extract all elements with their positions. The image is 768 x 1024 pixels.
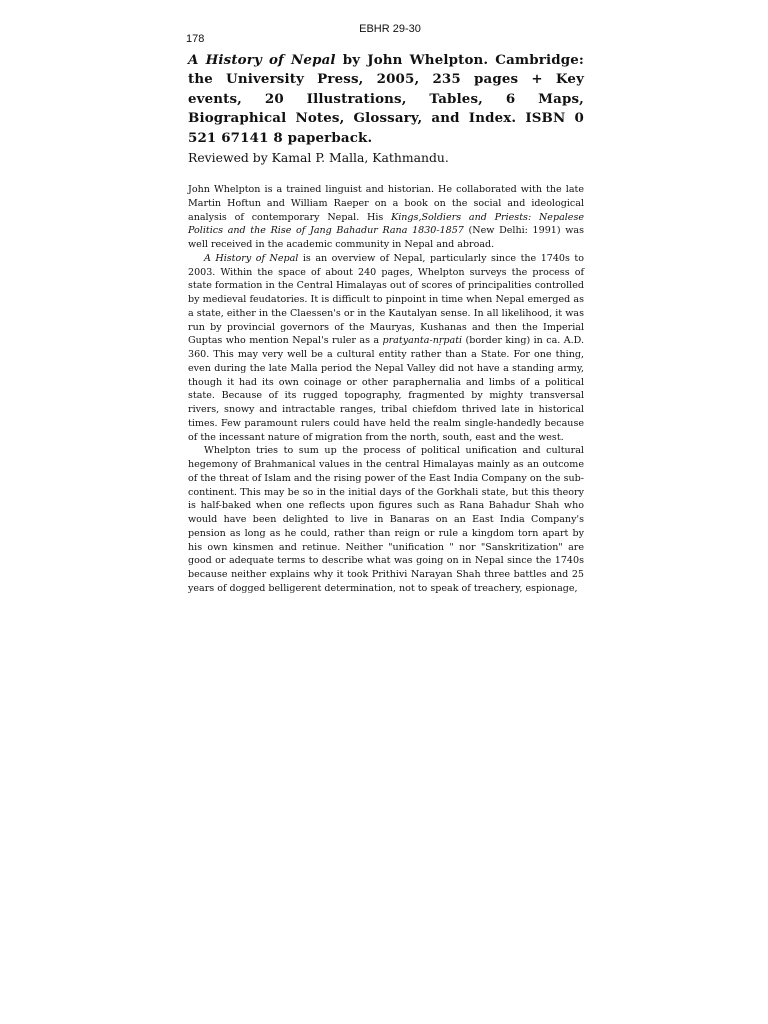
paragraph-2	[188, 252, 584, 445]
review-body	[188, 183, 584, 596]
book-title-history-of-nepal: A History of Nepal	[204, 252, 299, 264]
page-number: 178	[186, 33, 205, 45]
reviewer-line: Reviewed by Kamal P. Malla, Kathmandu.	[188, 150, 449, 165]
book-title-kings-soldiers-priests: Kings,Soldiers and Priests: Nepalese Politics and the Rise of Jang Bahadur Rana 1830-1857	[188, 211, 585, 237]
citation-details: by John Whelpton. Cambridge: the University Press, 2005, 235 pages + Key events, 20 Illustrations, Tables, 6 Maps, Biographical Notes, Glossary, and Index. ISBN 0 521 67141 8 paperback.	[188, 52, 584, 146]
paragraph-1-text-a: John Whelpton is a trained linguist and historian. He collaborated with the late Martin Hoftun and William Raeper on a book on the social and ideological analysis of contemporary Nepal. His	[188, 184, 584, 223]
book-citation	[188, 51, 584, 148]
paragraph-2-text-b: is an overview of Nepal, particularly since the 1740s to 2003. Within the space of about 240 pages, Whelpton surveys the process of state formation in the Central Himalayas out of scores of principalities controlled by medieval feudatories. It is difficult to pinpoint in time when Nepal emerged as a state, either in the Claessen's or in the Kautalyan sense. In all likelihood, it was run by provincial governors of the Mauryas, Kushanas and then the Imperial Guptas who mention Nepal's ruler as a	[188, 252, 584, 347]
paragraph-1-text-c: (New Delhi: 1991) was well received in the academic community in Nepal and abroad.	[188, 225, 584, 250]
running-header: EBHR 29-30	[359, 23, 421, 35]
paragraph-2-text-d: (border king) in ca. A.D. 360. This may very well be a cultural entity rather than a State. For one thing, even during the late Malla period the Nepal Valley did not have a standing army, though it had its own coinage or other paraphernalia and limbs of a political state. Because of its rugged topography, fragmented by mighty transversal rivers, snowy and intractable ranges, tribal chiefdom thrived late in historical times. Few paramount rulers could have held the realm single-handedly because of the incessant nature of migration from the north, south, east and the west.	[188, 335, 584, 443]
paragraph-1	[188, 183, 584, 252]
term-pratyanta-nrpati: pratyanta-nṛpati	[382, 335, 463, 347]
paragraph-3: Whelpton tries to sum up the process of political unification and cultural hegemony of Brahmanical values in the central Himalayas mainly as an outcome of the threat of Islam and the rising power of the East India Company on the sub-continent. This may be so in the initial days of the Gorkhali state, but this theory is half-baked when one reflects upon figures such as Rana Bahadur Shah who would have been delighted to live in Banaras on an East India Company's pension as long as he could, rather than reign or rule a kingdom torn apart by his own kinsmen and retinue. Neither "unification " nor "Sanskritization" are good or adequate terms to describe what was going on in Nepal since the 1740s because neither explains why it took Prithivi Narayan Shah three battles and 25 years of dogged belligerent determination, not to speak of treachery, espionage,	[188, 445, 584, 594]
book-title: A History of Nepal	[188, 52, 336, 68]
